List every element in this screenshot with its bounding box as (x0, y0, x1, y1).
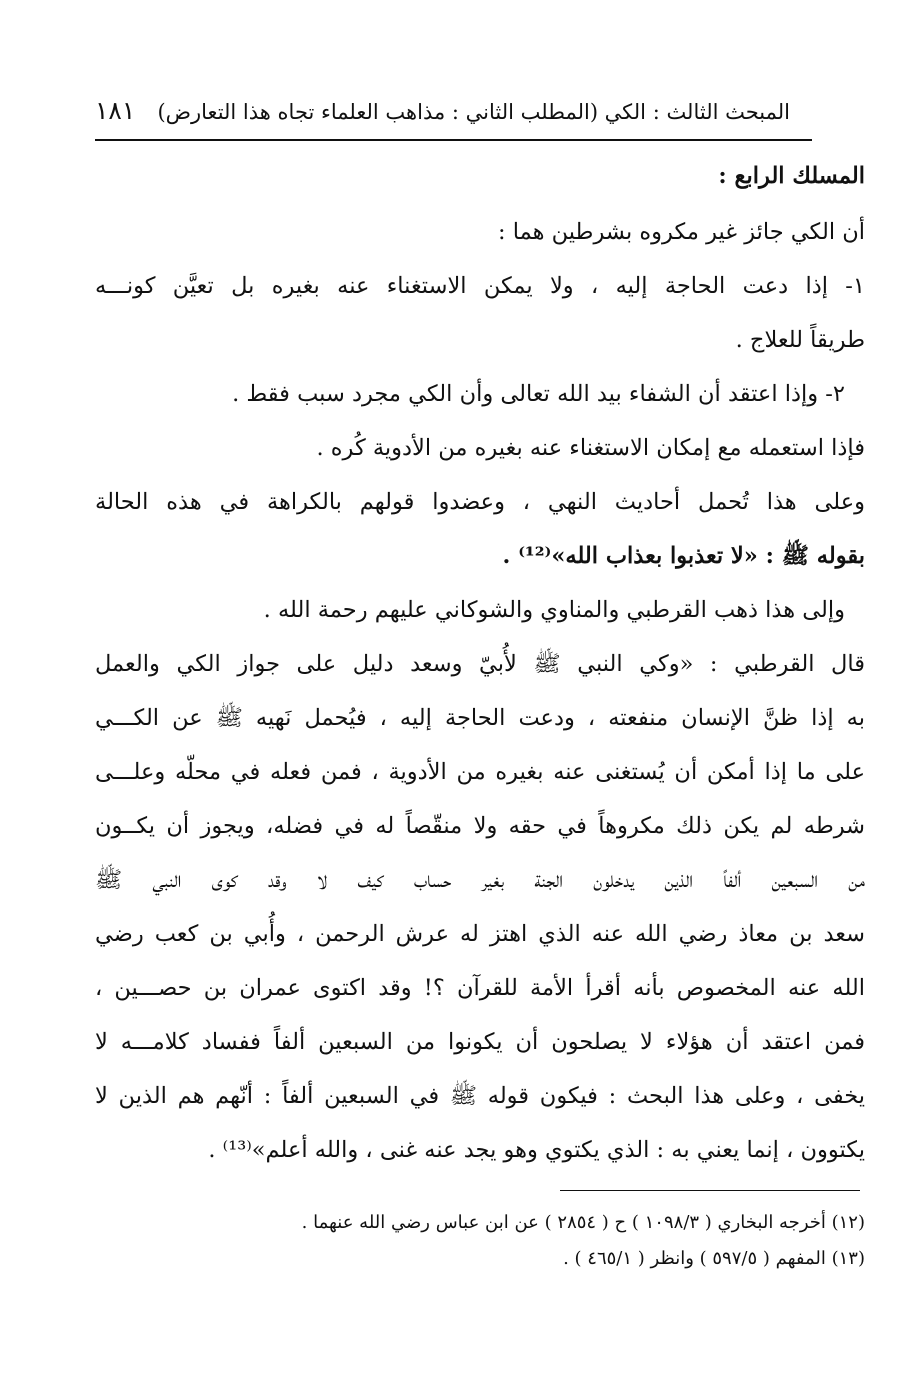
text-line: وعلى هذا تُحمل أحاديث النهي ، وعضدوا قولهم بالكراهة في هذه الحالة (95, 489, 865, 515)
text-line: وإلى هذا ذهب القرطبي والمناوي والشوكاني عليهم رحمة الله . (263, 597, 845, 623)
running-header-title: المبحث الثالث : الكي (المطلب الثاني : مذاهب العلماء تجاه هذا التعارض) (157, 100, 790, 124)
text-line: بقوله ﷺ : «لا تعذبوا بعذاب الله»⁽¹²⁾ . (502, 543, 865, 569)
text-line: أن الكي جائز غير مكروه بشرطين هما : (498, 219, 865, 245)
text-line: يكتوون ، إنما يعني به : الذي يكتوي وهو يجد عنه غنى ، والله أعلم»⁽¹³⁾ . (208, 1137, 865, 1163)
text-line: سعد بن معاذ رضي الله عنه الذي اهتز له عرش الرحمن ، وأُبي بن كعب رضي (95, 921, 865, 947)
text-line: قال القرطبي : «وكي النبي ﷺ لأُبيّ وسعد دليل على جواز الكي والعمل (95, 651, 865, 677)
page-number: ١٨١ (95, 96, 136, 125)
text-line: من السبعين ألفاً الذين يدخلون الجنة بغير حساب كيف لا وقد كوى النبي ﷺ (95, 867, 865, 893)
text-line: فإذا استعمله مع إمكان الاستغناء عنه بغيره من الأدوية كُره . (316, 435, 865, 461)
running-header (95, 96, 790, 136)
section-heading: المسلك الرابع : (718, 163, 865, 189)
text-line: شرطه لم يكن ذلك مكروهاً في حقه ولا منقّصاً له في فضله، ويجوز أن يكــون (95, 813, 865, 839)
header-rule (95, 139, 812, 141)
text-line: ٢- وإذا اعتقد أن الشفاء بيد الله تعالى وأن الكي مجرد سبب فقط . (232, 381, 845, 407)
text-line: ١- إذا دعت الحاجة إليه ، ولا يمكن الاستغناء عنه بغيره بل تعيَّن كونـــه (95, 273, 865, 299)
text-line: على ما إذا أمكن أن يُستغنى عنه بغيره من الأدوية ، فمن فعله في محلّه وعلـــى (95, 759, 865, 785)
text-line: الله عنه المخصوص بأنه أقرأ الأمة للقرآن ؟! وقد اكتوى عمران بن حصـــين ، (95, 975, 865, 1001)
footnote: (١٣) المفهم ( ٥٩٧/٥ ) وانظر ( ٤٦٥/١ ) . (563, 1248, 865, 1269)
footnote-rule (560, 1190, 860, 1191)
text-line: يخفى ، وعلى هذا البحث : فيكون قوله ﷺ في السبعين ألفاً : أنّهم هم الذين لا (95, 1083, 865, 1109)
footnote: (١٢) أخرجه البخاري ( ١٠٩٨/٣ ) ح ( ٢٨٥٤ ) عن ابن عباس رضي الله عنهما . (301, 1212, 865, 1233)
text-line: به إذا ظنَّ الإنسان منفعته ، ودعت الحاجة إليه ، فيُحمل نَهيه ﷺ عن الكـــي (95, 705, 865, 731)
text-line: طريقاً للعلاج . (735, 327, 865, 353)
text-line: فمن اعتقد أن هؤلاء لا يصلحون أن يكونوا من السبعين ألفاً ففساد كلامـــه لا (95, 1029, 865, 1055)
